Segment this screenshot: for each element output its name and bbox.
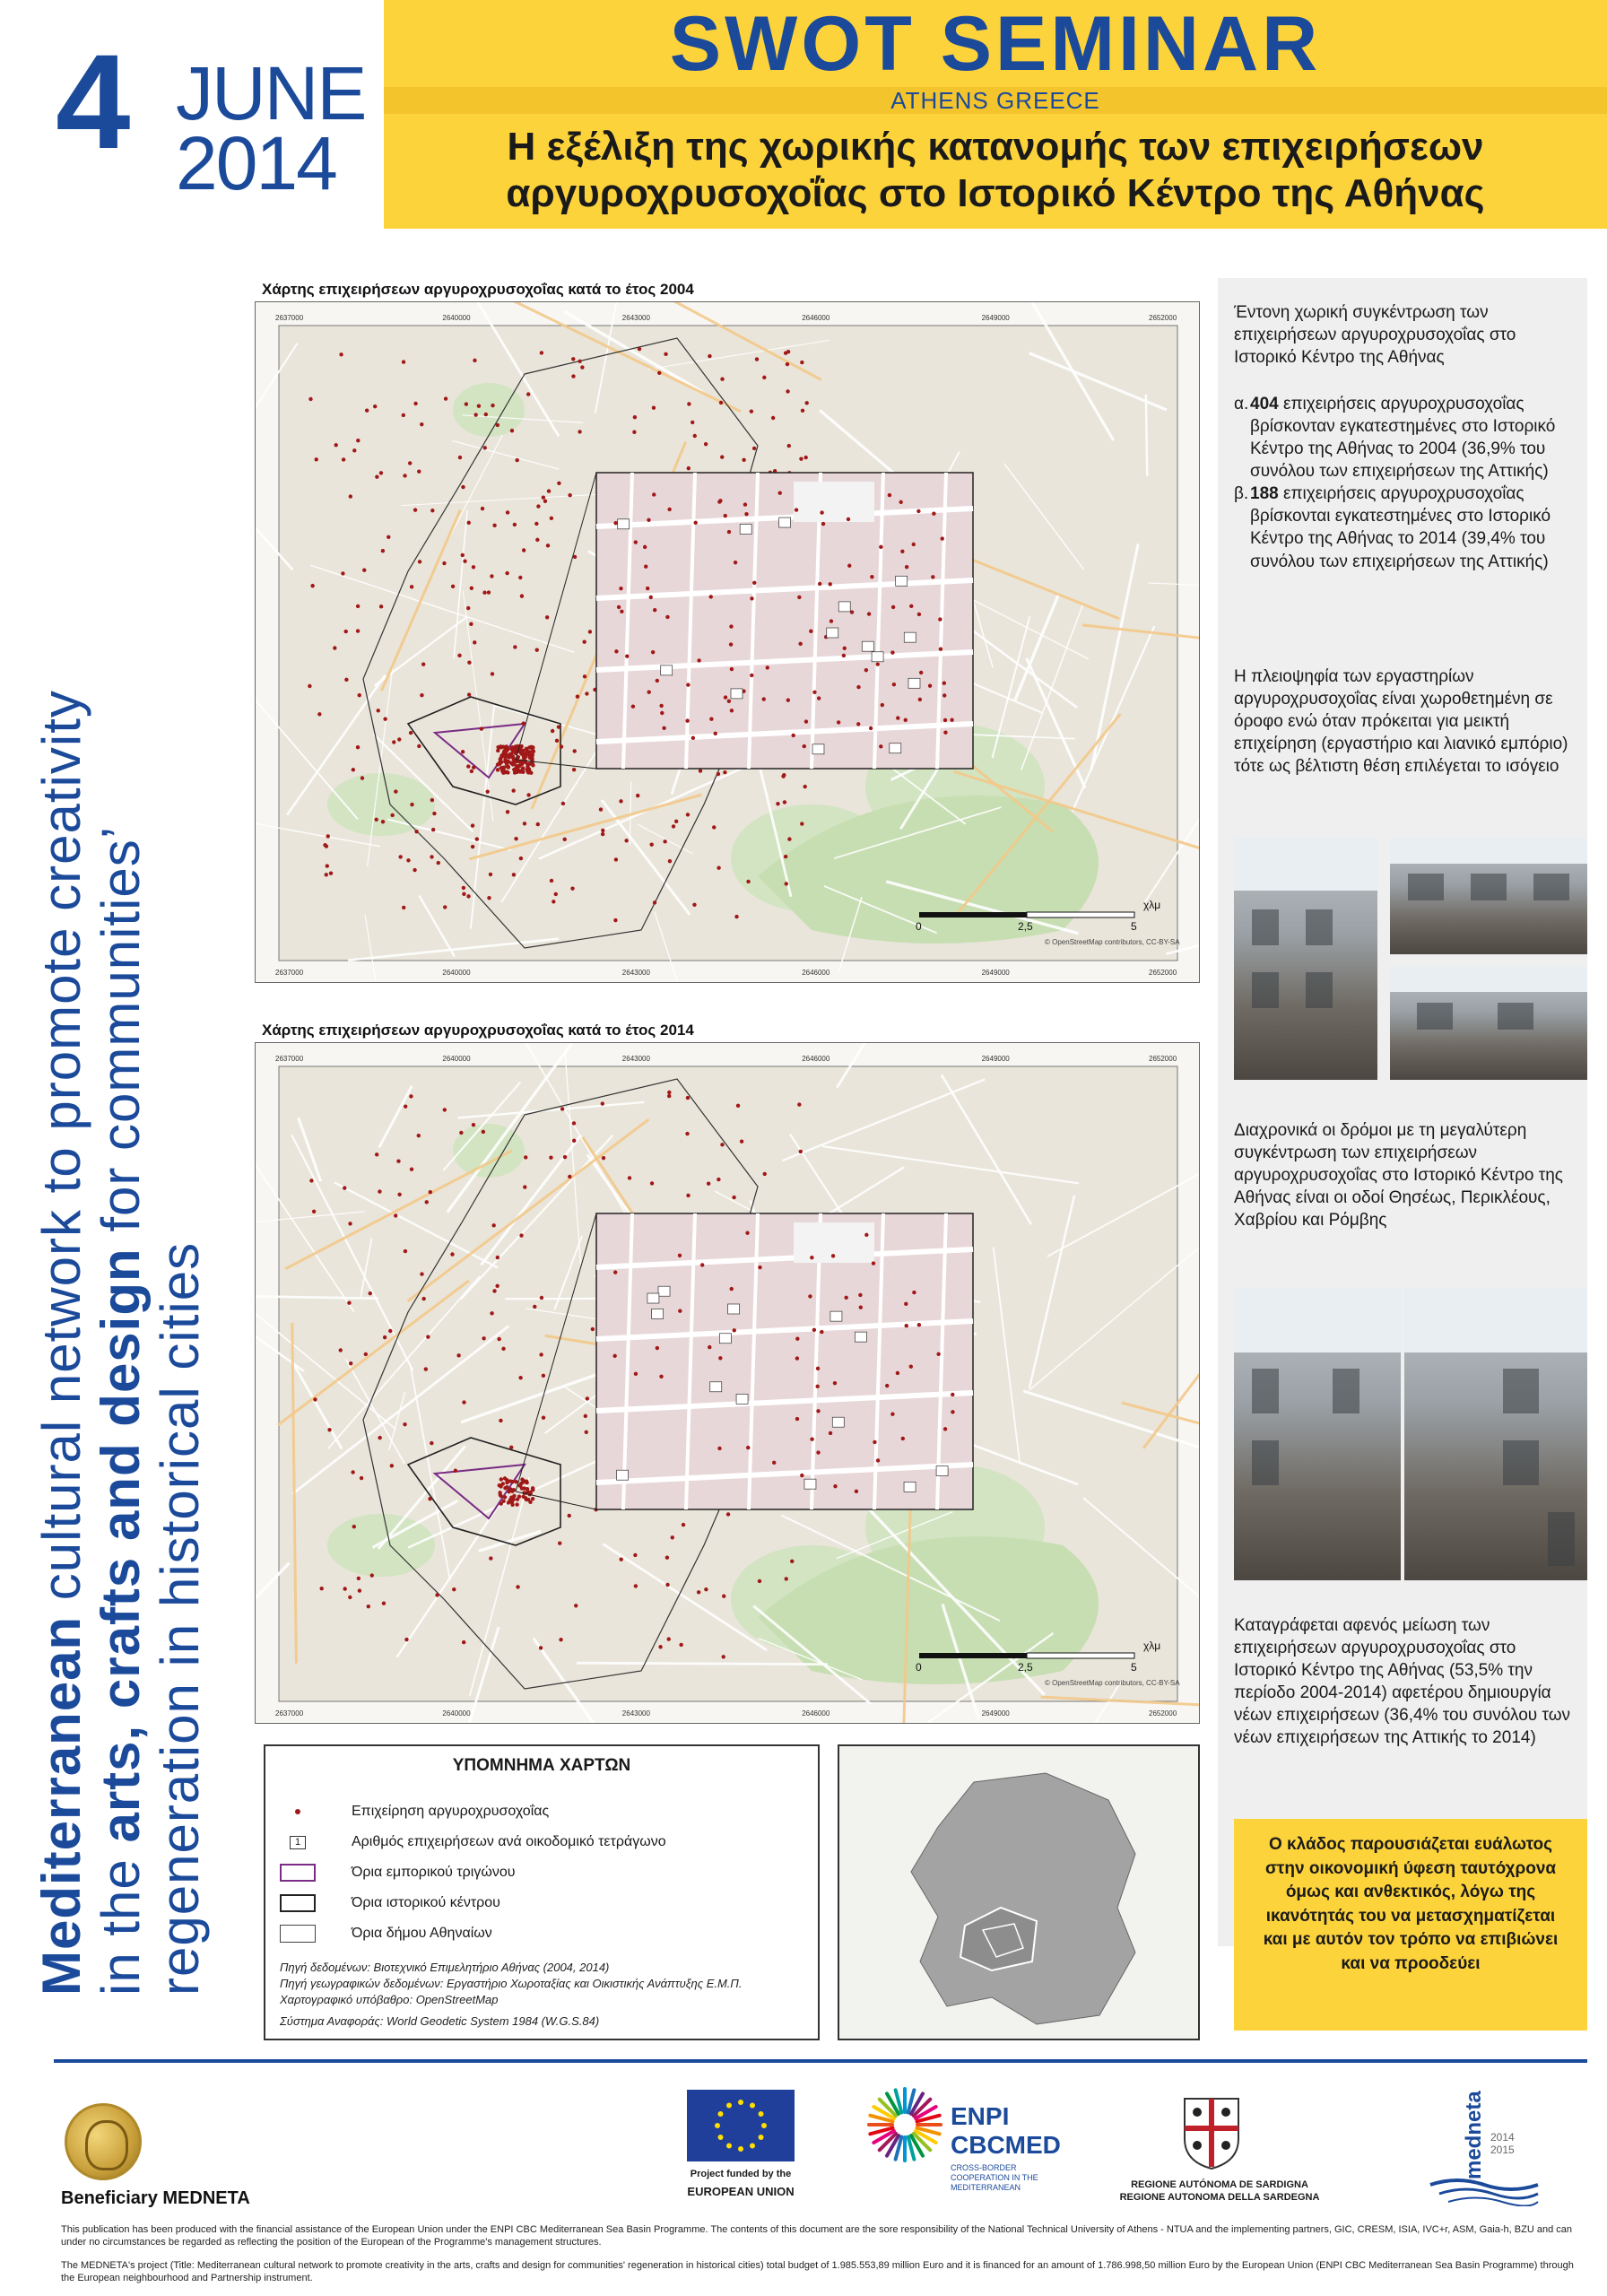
side-line-1: Mediterranean cultural network to promote creativity (31, 690, 91, 1996)
svg-text:2640000: 2640000 (442, 969, 471, 977)
date-block (0, 0, 377, 229)
map-legend (264, 1744, 820, 2040)
svg-text:2652000: 2652000 (1149, 969, 1177, 977)
svg-text:2637000: 2637000 (275, 314, 304, 322)
svg-text:2646000: 2646000 (802, 969, 830, 977)
municipality-boundary-icon (280, 1925, 316, 1943)
svg-text:2637000: 2637000 (275, 1055, 304, 1063)
date-day: 4 (56, 26, 127, 177)
svg-text:5: 5 (1131, 920, 1137, 933)
budget-text: The MEDNETA's project (Title: Mediterranean cultural network to promote creativity in the arts, crafts and design for communities' regeneration in historical cities) total budget of 1.985.553,89 million Euro and it is financed for an amount of 1.786.998,50 million Euro by the European Union (ENPI CBC Mediterranean Sea Basin Programme) through the European neighbourhood and Partnership instrument. (61, 2260, 1574, 2283)
svg-text:2637000: 2637000 (275, 1709, 304, 1718)
svg-text:2,5: 2,5 (1018, 920, 1033, 933)
basemap-source: Χαρτογραφικό υπόβαθρο: OpenStreetMap (280, 1993, 499, 2006)
svg-text:χλμ: χλμ (1143, 1639, 1161, 1652)
svg-text:2649000: 2649000 (981, 969, 1010, 977)
street-photo-1 (1234, 838, 1377, 1080)
locator-map-canvas (839, 1746, 1200, 2040)
svg-text:© OpenStreetMap contributors,: © OpenStreetMap contributors, CC-BY-SA (1045, 938, 1180, 946)
svg-text:2643000: 2643000 (621, 1055, 650, 1063)
geo-data-source: Πηγή γεωγραφικών δεδομένων: Εργαστήριο Χωροταξίας και Οικιστικής Ανάπτυξης Ε.Μ.Π. (280, 1977, 743, 1990)
sardinia-crest-icon (1180, 2090, 1243, 2170)
svg-text:2643000: 2643000 (621, 1709, 650, 1718)
wave-icon (1426, 2176, 1542, 2206)
side-line-2: in the arts, crafts and design for communities’ (91, 825, 151, 1996)
map-2004 (255, 301, 1200, 983)
svg-text:2652000: 2652000 (1149, 314, 1177, 322)
date-month: JUNE (176, 51, 366, 135)
cbcmed-label: CBCMED (951, 2131, 1061, 2159)
svg-text:2643000: 2643000 (621, 314, 650, 322)
street-photo-2 (1390, 838, 1587, 954)
date-year: 2014 (176, 121, 336, 205)
conclusion-callout: Ο κλάδος παρουσιάζεται ευάλωτος στην οικονομική ύφεση ταυτόχρονα όμως και ανθεκτικός, λόγω της ικανότητάς του να μετασχηματίζεται και με αυτόν τον τρόπο να επιβιώνει και να προοδεύει (1234, 1819, 1587, 2031)
side-line-3: regeneration in historical cities (150, 1241, 210, 1996)
finding-2004: α. 404 επιχειρήσεις αργυροχρυσοχοΐας βρίσκονταν εγκατεστημένες στο Ιστορικό Κέντρο της Αθήνας το 2004 (36,9% του συνόλου των επιχειρήσεων της Αττικής) (1234, 395, 1556, 482)
data-source: Πηγή δεδομένων: Βιοτεχνικό Επιμελητήριο Αθήνας (2004, 2014) (280, 1961, 610, 1974)
finding-2014: β. 188 επιχειρήσεις αργυροχρυσοχοΐας βρίσκονται εγκατεστημένες στο Ιστορικό Κέντρο της Αθήνας το 2014 (39,4% του συνόλου των επιχειρήσεων της Αττικής) (1234, 484, 1551, 571)
enpi-caption: CROSS-BORDER COOPERATION IN THE MEDITERRANEAN (951, 2163, 1038, 2192)
svg-text:2640000: 2640000 (442, 1055, 471, 1063)
finding-counts (1234, 393, 1575, 573)
poster-title-line-1: Η εξέλιξη της χωρικής κατανομής των επιχειρήσεων (507, 125, 1484, 169)
attica-locator-map (838, 1744, 1200, 2040)
svg-text:2652000: 2652000 (1149, 1055, 1177, 1063)
svg-text:2637000: 2637000 (275, 969, 304, 977)
map-2014-canvas (256, 1043, 1200, 1724)
map-2004-title: Χάρτης επιχειρήσεων αργυροχρυσοχοΐας κατά το έτος 2004 (262, 281, 694, 298)
svg-text:2649000: 2649000 (981, 314, 1010, 322)
medneta-wordmark: medneta (1462, 2091, 1486, 2179)
disclaimer-text: This publication has been produced with the financial assistance of the European Union under the ENPI CBC Mediterranean Sea Basin Programme. The contents of this document are the sore responsibility of the National Technical University of Athens - NTUA and the implementing partners, GIC, CRESM, ISIA, IVC+r, ASM, Gaia-h, BZU and can under no circumstances be regarded as reflecting the position of the European of the Programme's management structures. (61, 2224, 1572, 2248)
eu-caption-1: Project funded by the (690, 2169, 792, 2179)
street-photo-5 (1404, 1288, 1587, 1580)
footer-rule (54, 2059, 1587, 2063)
beneficiary-coin-logo (65, 2103, 142, 2180)
enpi-logo-icon (866, 2086, 943, 2163)
legend-municipality: Όρια δήμου Αθηναίων (280, 1924, 492, 1944)
finding-workshops: Η πλειοψηφία των εργαστηρίων αργυροχρυσοχοΐας είναι χωροθετημένη σε όροφο ενώ όταν πρόκειται για μεικτή επιχείρηση (εργαστήριο και λιανικό εμπόριο) τότε ως βέλτιστη θέση επιλέγεται το ισόγειο (1234, 667, 1568, 777)
finding-concentration: Έντονη χωρική συγκέντρωση των επιχειρήσεων αργυροχρυσοχοΐας στο Ιστορικό Κέντρο της Αθήνας (1234, 303, 1516, 368)
poster-title (384, 124, 1607, 217)
svg-text:0: 0 (916, 1661, 922, 1674)
seminar-location: ATHENS GREECE (890, 87, 1100, 114)
svg-text:2643000: 2643000 (621, 969, 650, 977)
finding-streets: Διαχρονικά οι δρόμοι με τη μεγαλύτερη συγκέντρωση των επιχειρήσεων αργυροχρυσοχοΐας στο Ιστορικό Κέντρο της Αθήνας είναι οι οδοί Θησέως, Περικλέους, Χαβρίου και Ρόμβης (1234, 1121, 1563, 1231)
count-box-icon: 1 (290, 1836, 306, 1849)
triangle-boundary-icon (280, 1864, 316, 1882)
legend-title: ΥΠΟΜΝΗΜΑ ΧΑΡΤΩΝ (452, 1756, 631, 1775)
svg-text:2649000: 2649000 (981, 1709, 1010, 1718)
svg-text:2640000: 2640000 (442, 1709, 471, 1718)
svg-text:© OpenStreetMap contributors,: © OpenStreetMap contributors, CC-BY-SA (1045, 1679, 1180, 1687)
eu-caption-2: EUROPEAN UNION (687, 2185, 795, 2198)
medneta-years: 2014 2015 (1490, 2131, 1515, 2157)
sardinia-label-1: REGIONE AUTÓNOMA DE SARDIGNA (1131, 2179, 1308, 2190)
map-2004-canvas (256, 302, 1200, 983)
svg-text:0: 0 (916, 920, 922, 933)
map-2014-title: Χάρτης επιχειρήσεων αργυροχρυσοχοΐας κατά το έτος 2014 (262, 1022, 694, 1039)
map-2014 (255, 1042, 1200, 1724)
legend-block-count: 1 Αριθμός επιχειρήσεων ανά οικοδομικό τετράγωνο (280, 1832, 666, 1852)
street-photo-3 (1390, 967, 1587, 1080)
svg-text:2652000: 2652000 (1149, 1709, 1177, 1718)
finding-decline: Καταγράφεται αφενός μείωση των επιχειρήσεων αργυροχρυσοχοΐας στο Ιστορικό Κέντρο της Αθήνας (53,5% την περίοδο 2004-2014) αφετέρου δημιουργία νέων επιχειρήσεων (36,4% του συνόλου των νέων επιχειρήσεων της Αττικής το 2014) (1234, 1616, 1571, 1748)
svg-text:2640000: 2640000 (442, 314, 471, 322)
business-dot-icon (295, 1809, 300, 1814)
medneta-logo (1426, 2090, 1542, 2206)
svg-text:2646000: 2646000 (802, 1055, 830, 1063)
reference-system: Σύστημα Αναφοράς: World Geodetic System 1984 (W.G.S.84) (280, 2014, 600, 2028)
svg-text:2649000: 2649000 (981, 1055, 1010, 1063)
enpi-label: ENPI (951, 2102, 1010, 2130)
svg-text:χλμ: χλμ (1143, 899, 1161, 911)
seminar-title: SWOT SEMINAR (669, 1, 1322, 87)
sardinia-label-2: REGIONE AUTONOMA DELLA SARDEGNA (1119, 2192, 1320, 2203)
poster-title-line-2: αργυροχρυσοχοΐας στο Ιστορικό Κέντρο της Αθήνας (506, 170, 1485, 215)
legend-historic-centre: Όρια ιστορικού κέντρου (280, 1893, 500, 1913)
street-photo-4 (1234, 1288, 1401, 1580)
legend-commercial-triangle: Όρια εμπορικού τριγώνου (280, 1863, 515, 1883)
svg-text:2,5: 2,5 (1018, 1661, 1033, 1674)
side-project-title (32, 291, 210, 1996)
historic-boundary-icon (280, 1894, 316, 1912)
svg-text:2646000: 2646000 (802, 1709, 830, 1718)
legend-business: Επιχείρηση αργυροχρυσοχοΐας (280, 1802, 549, 1822)
svg-text:5: 5 (1131, 1661, 1137, 1674)
svg-text:2646000: 2646000 (802, 314, 830, 322)
eu-flag-icon (687, 2090, 795, 2161)
beneficiary-label: Beneficiary MEDNETA (61, 2188, 250, 2208)
title-banner (384, 0, 1607, 229)
